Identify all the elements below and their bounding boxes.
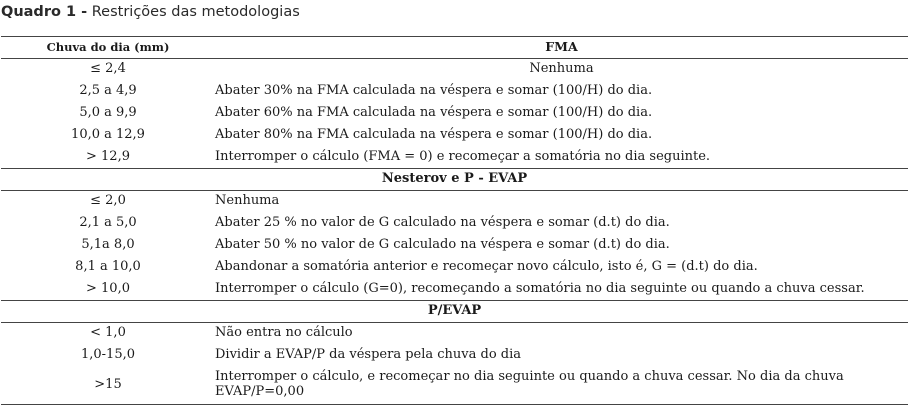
table-row	[1, 81, 908, 103]
rain-range-cell: ≤ 2,4	[90, 61, 126, 77]
rain-range-cell: > 12,9	[86, 148, 130, 164]
rain-range-cell: ≤ 2,0	[90, 193, 126, 209]
rain-range-cell: 2,1 a 5,0	[79, 215, 137, 231]
rain-range-cell: 1,0-15,0	[80, 347, 135, 363]
restriction-cell: Dividir a EVAP/P da véspera pela chuva do dia	[215, 347, 522, 363]
fma-section-header: FMA	[215, 37, 908, 59]
table-row	[1, 146, 908, 168]
restriction-cell: Nenhuma	[529, 61, 594, 77]
rain-range-cell: 8,1 a 10,0	[75, 258, 141, 274]
table-header-row	[1, 37, 908, 59]
restriction-cell: Nenhuma	[215, 193, 280, 209]
rain-range-cell: 2,5 a 4,9	[79, 83, 137, 99]
rain-range-cell: < 1,0	[90, 325, 126, 341]
rain-range-cell: 5,1a 8,0	[81, 237, 135, 252]
rain-range-cell: >15	[1, 367, 215, 405]
restriction-cell: Não entra no cálculo	[215, 325, 353, 341]
pevap-section-title: P/EVAP	[1, 300, 908, 322]
table-caption	[1, 4, 300, 20]
table-row	[1, 213, 908, 235]
table-row	[1, 235, 908, 257]
restrictions-table	[1, 36, 908, 405]
table-row	[1, 103, 908, 125]
restriction-cell: Abater 80% na FMA calculada na véspera e somar (100/H) do dia.	[215, 126, 653, 142]
table-row	[1, 256, 908, 278]
table-row	[1, 278, 908, 300]
nesterov-section-title: Nesterov e P - EVAP	[1, 168, 908, 190]
rain-range-cell: 5,0 a 9,9	[79, 105, 137, 121]
table-row	[1, 345, 908, 367]
restriction-cell: Interromper o cálculo (FMA = 0) e recomeçar a somatória no dia seguinte.	[215, 148, 711, 164]
restriction-cell: Abater 50 % no valor de G calculado na véspera e somar (d.t) do dia.	[215, 237, 670, 252]
rain-range-cell: > 10,0	[86, 280, 130, 296]
table-row	[1, 59, 908, 81]
restriction-cell: Abandonar a somatória anterior e recomeçar novo cálculo, isto é, G = (d.t) do dia.	[215, 258, 758, 274]
table-row	[1, 367, 908, 405]
restriction-cell: Abater 30% na FMA calculada na véspera e somar (100/H) do dia.	[215, 83, 653, 99]
table-row	[1, 124, 908, 146]
table-row	[1, 190, 908, 212]
restriction-cell: Abater 60% na FMA calculada na véspera e somar (100/H) do dia.	[215, 105, 653, 121]
rain-range-cell: 10,0 a 12,9	[71, 126, 145, 142]
restriction-cell: Interromper o cálculo (G=0), recomeçando a somatória no dia seguinte ou quando a chuva cessar.	[215, 280, 865, 296]
nesterov-section-header-row	[1, 168, 908, 190]
rain-column-header: Chuva do dia (mm)	[1, 37, 215, 59]
pevap-section-header-row	[1, 300, 908, 322]
table-row	[1, 322, 908, 344]
restriction-cell: Abater 25 % no valor de G calculado na véspera e somar (d.t) do dia.	[215, 215, 670, 231]
caption-title: Restrições das metodologias	[87, 4, 300, 20]
restriction-cell: Interromper o cálculo, e recomeçar no dia seguinte ou quando a chuva cessar. No dia da chuva EVAP/P=0,00	[215, 367, 908, 405]
caption-label: Quadro 1 -	[1, 4, 88, 20]
